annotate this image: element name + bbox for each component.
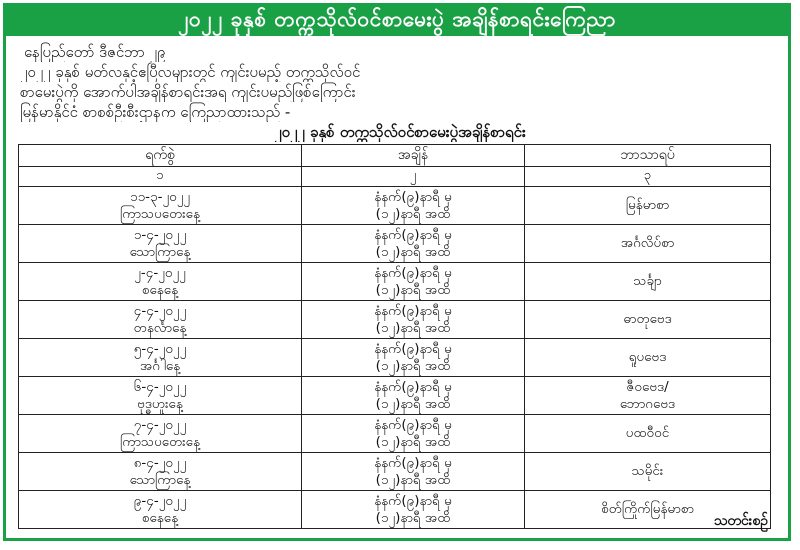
subject-cell-text: ဇီဝဗေဒ/ — [626, 378, 669, 395]
time-cell-text: (၁၂)နာရီ အထိ — [375, 433, 451, 450]
schedule-subtitle: ၂၀၂၂ ခုနှစ် တက္ကသိုလ်ဝင်စာမေးပွဲအချိန်စာရင်း — [274, 123, 526, 141]
date-cell-text: ၁၁-၃-၂၀၂၂ — [129, 188, 190, 205]
time-cell — [302, 301, 525, 339]
subject-cell — [525, 453, 771, 491]
signature: သတင်းစဉ် — [713, 513, 768, 529]
date-cell-text: ကြာသပတေးနေ့ — [120, 433, 200, 450]
date-cell — [19, 453, 302, 491]
time-cell-text: (၁၂)နာရီ အထိ — [375, 509, 451, 526]
announcement-frame — [3, 3, 791, 541]
subject-cell-text: ပထဝီဝင် — [625, 425, 670, 441]
date-cell — [19, 263, 302, 301]
time-cell-text: နံနက်(၉)နာရီ မှ — [374, 454, 452, 471]
date-cell-text: ၄-၄-၂၀၂၂ — [133, 302, 187, 319]
time-cell-text: (၁၂)နာရီ အထိ — [375, 319, 451, 336]
date-cell — [19, 187, 302, 225]
time-cell-text: နံနက်(၉)နာရီ မှ — [374, 416, 452, 433]
subject-cell — [525, 263, 771, 301]
time-cell-text: (၁၂)နာရီ အထိ — [375, 357, 451, 374]
time-cell-text: (၁၂)နာရီ အထိ — [375, 281, 451, 298]
subject-cell-text: သမိုင်း — [631, 463, 664, 479]
date-cell — [19, 491, 302, 529]
subject-cell — [525, 301, 771, 339]
time-cell-text: နံနက်(၉)နာရီ မှ — [374, 264, 452, 281]
time-cell — [302, 491, 525, 529]
time-cell — [302, 453, 525, 491]
time-cell-text: နံနက်(၉)နာရီ မှ — [374, 188, 452, 205]
time-cell-text: နံနက်(၉)နာရီ မှ — [374, 302, 452, 319]
header-time: အချိန် — [302, 145, 525, 167]
date-cell-text: ၈-၄-၂၀၂၂ — [133, 454, 187, 471]
subject-cell-text: ဓာတုဗေဒ — [623, 311, 672, 327]
time-cell — [302, 263, 525, 301]
date-cell-text: ၁-၄-၂၀၂၂ — [133, 226, 187, 243]
time-cell-text: နံနက်(၉)နာရီ မှ — [374, 340, 452, 357]
date-cell — [19, 225, 302, 263]
date-cell — [19, 377, 302, 415]
header-subject: ဘာသာရပ် — [525, 145, 771, 167]
intro-text — [20, 42, 780, 142]
subject-cell — [525, 377, 771, 415]
date-cell-text: ၅-၄-၂၀၂၂ — [133, 340, 187, 357]
subject-cell-text: အင်္ဂလိပ်စာ — [620, 235, 675, 251]
table-row — [19, 301, 771, 339]
time-cell-text: နံနက်(၉)နာရီ မှ — [374, 378, 452, 395]
subject-cell-text: စိတ်ကြိုက်မြန်မာစာ — [601, 501, 694, 517]
date-cell-text: ၉-၄-၂၀၂၂ — [133, 492, 187, 509]
announcement-title: ၂၀၂၂ ခုနှစ် တက္ကသိုလ်ဝင်စာမေးပွဲ အချိန်စာရင်းကြေညာ — [6, 6, 788, 36]
time-cell-text: (၁၂)နာရီ အထိ — [375, 395, 451, 412]
date-cell-text: သောကြာနေ့ — [129, 243, 191, 260]
subject-cell — [525, 225, 771, 263]
date-cell-text: သောကြာနေ့ — [129, 471, 191, 488]
table-row — [19, 263, 771, 301]
date-cell-text: ဗုဒ္ဓဟူးနေ့ — [137, 395, 183, 412]
date-cell-text: ၇-၄-၂၀၂၂ — [133, 416, 187, 433]
subject-cell-text: ရူပဗေဒ — [628, 349, 667, 365]
subject-cell — [525, 339, 771, 377]
table-header-row — [19, 145, 771, 167]
date-cell-text: တနင်္လာနေ့ — [133, 319, 187, 336]
time-cell-text: နံနက်(၉)နာရီ မှ — [374, 226, 452, 243]
date-cell-text: အင်္ဂါနေ့ — [139, 357, 181, 374]
table-row — [19, 491, 771, 529]
time-cell — [302, 225, 525, 263]
table-row — [19, 339, 771, 377]
column-number: ၁ — [19, 167, 302, 187]
date-cell — [19, 301, 302, 339]
subject-cell-text: မြန်မာစာ — [625, 197, 670, 213]
column-number: ၃ — [525, 167, 771, 187]
time-cell — [302, 187, 525, 225]
table-row — [19, 453, 771, 491]
table-row — [19, 377, 771, 415]
date-cell-text: ၆-၄-၂၀၂၂ — [133, 378, 187, 395]
time-cell — [302, 415, 525, 453]
time-cell — [302, 377, 525, 415]
intro-line-1: ၂၀၂၂ ခုနှစ် မတ်လနှင့်ဧပြီလများတွင် ကျင်းပမည့် တက္ကသိုလ်ဝင် — [20, 63, 361, 81]
subject-cell — [525, 187, 771, 225]
time-cell-text: နံနက်(၉)နာရီ မှ — [374, 492, 452, 509]
table-row — [19, 187, 771, 225]
dateline: နေပြည်တော် ဒီဇင်ဘာ ၂၉ — [24, 43, 166, 61]
date-cell — [19, 339, 302, 377]
date-cell-text: စနေနေ့ — [141, 509, 179, 526]
header-date: ရက်စွဲ — [19, 145, 302, 167]
date-cell-text: စနေနေ့ — [141, 281, 179, 298]
column-number-row — [19, 167, 771, 187]
date-cell — [19, 415, 302, 453]
exam-schedule-table — [18, 144, 771, 529]
table-row — [19, 225, 771, 263]
subject-cell-text: ဘောဂဗေဒ — [619, 395, 676, 412]
table-row — [19, 415, 771, 453]
date-cell-text: ကြာသပတေးနေ့ — [120, 205, 200, 222]
time-cell-text: (၁၂)နာရီ အထိ — [375, 205, 451, 222]
intro-line-2: စာမေးပွဲကို အောက်ပါအချိန်စာရင်းအရ ကျင်းပမည်ဖြစ်ကြောင်း — [20, 83, 356, 101]
column-number: ၂ — [302, 167, 525, 187]
date-cell-text: ၂-၄-၂၀၂၂ — [134, 264, 186, 281]
time-cell-text: (၁၂)နာရီ အထိ — [375, 471, 451, 488]
subject-cell — [525, 415, 771, 453]
intro-line-3: မြန်မာနိုင်ငံ စာစစ်ဦးစီးဌာနက ကြေညာထားသည် - — [20, 103, 291, 121]
time-cell-text: (၁၂)နာရီ အထိ — [375, 243, 451, 260]
subject-cell-text: သင်္ချာ — [633, 273, 662, 289]
time-cell — [302, 339, 525, 377]
